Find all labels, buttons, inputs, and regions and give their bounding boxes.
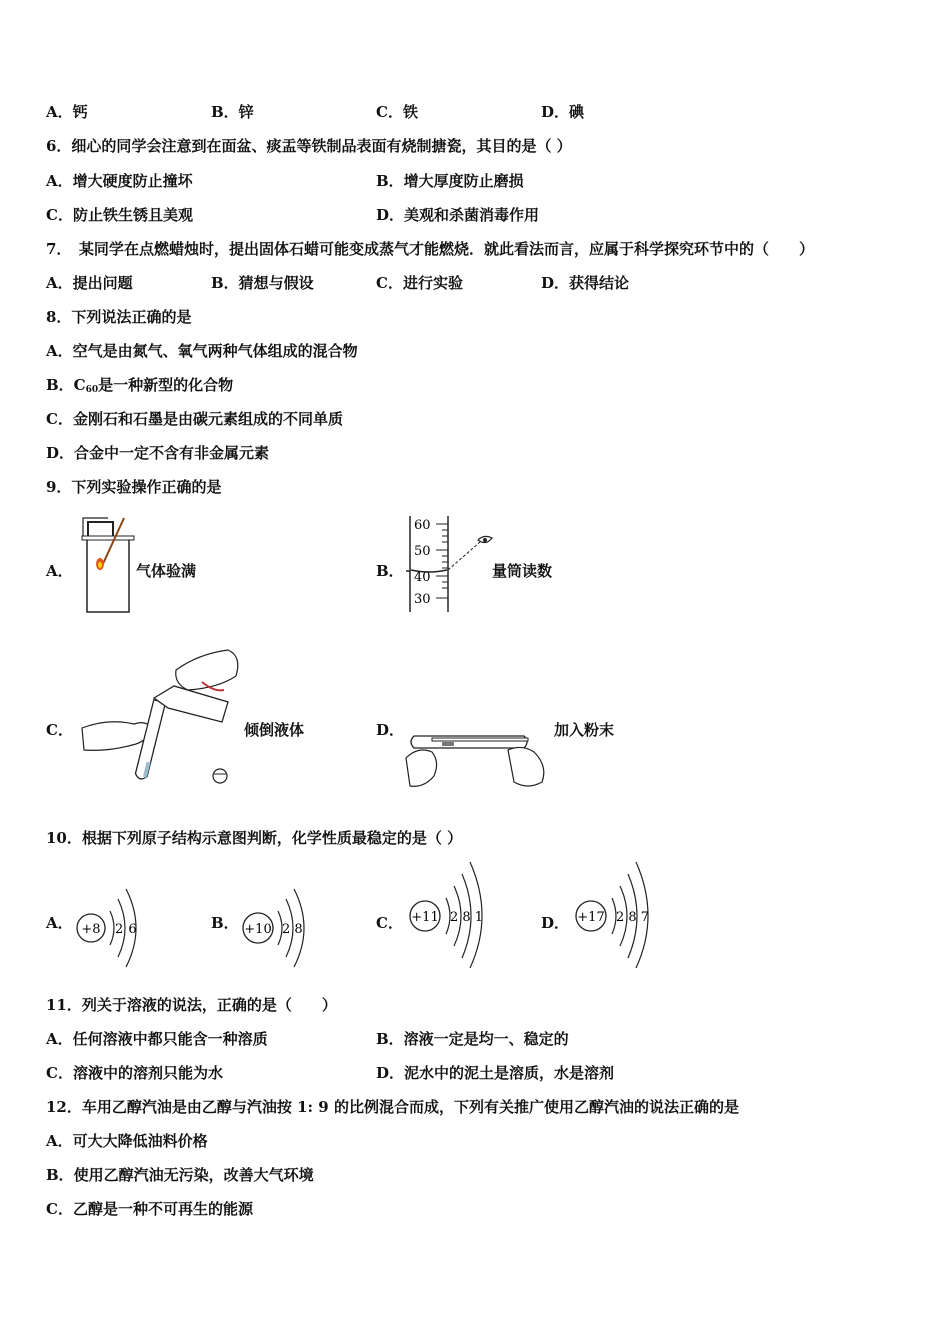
q8-option-d: D．合金中一定不含有非金属元素 [46,444,270,462]
pouring-liquid-figure [78,640,246,790]
graduated-cylinder-figure [402,512,498,614]
q10-option-c-letter: C． [376,914,403,932]
q5-option-b: B．锌 [211,103,254,121]
q9-option-b-letter: B． [376,562,404,580]
q8-option-b-prefix: B．C [46,376,86,394]
q12-stem: 12．车用乙醇汽油是由乙醇与汽油按 1: 9 的比例混合而成，下列有关推广使用乙醇汽油的说法正确的是 [46,1098,739,1116]
q12-option-c: C．乙醇是一种不可再生的能源 [46,1200,253,1218]
atom-diagram-c [404,860,496,970]
q7-option-a: A．提出问题 [46,274,133,292]
q7-option-c: C．进行实验 [376,274,463,292]
cylinder-tick-50: 50 [414,544,431,559]
atom-diagram-b [240,885,320,971]
q8-stem: 8．下列说法正确的是 [46,308,192,326]
q8-option-b [46,375,233,400]
q7-stem: 7． 某同学在点燃蜡烛时，提出固体石蜡可能变成蒸气才能燃烧．就此看法而言，应属于科学探究环节中的（ ） [46,240,814,258]
cylinder-tick-60: 60 [414,518,431,533]
atom-b-shells: 2 8 [282,922,303,937]
q7-option-b: B．猜想与假设 [211,274,314,292]
q6-option-d: D．美观和杀菌消毒作用 [376,206,540,224]
q12-option-b: B．使用乙醇汽油无污染，改善大气环境 [46,1166,314,1184]
gas-bottle-figure [72,512,142,614]
atom-d-shells: 2 8 7 [616,910,650,925]
q8-option-c: C．金刚石和石墨是由碳元素组成的不同单质 [46,410,343,428]
q9-stem: 9．下列实验操作正确的是 [46,478,222,496]
q5-option-d: D．碘 [541,103,585,121]
q6-option-c: C．防止铁生锈且美观 [46,206,193,224]
atom-c-shells: 2 8 1 [450,910,484,925]
atom-c-nucleus: +11 [411,910,439,925]
q9-option-c-label: 倾倒液体 [244,721,305,739]
q7-option-d: D．获得结论 [541,274,630,292]
q6-stem: 6．细心的同学会注意到在面盆、痰盂等铁制品表面有烧制搪瓷，其目的是（ ） [46,137,572,155]
q10-stem: 10．根据下列原子结构示意图判断，化学性质最稳定的是（ ） [46,829,463,847]
q5-option-c: C．铁 [376,103,418,121]
q6-option-b: B．增大厚度防止磨损 [376,172,524,190]
q8-option-b-text: 是一种新型的化合物 [98,376,234,394]
q11-option-d: D．泥水中的泥土是溶质，水是溶剂 [376,1064,615,1082]
atom-a-nucleus: +8 [81,922,101,937]
q11-option-a: A．任何溶液中都只能含一种溶质 [46,1030,268,1048]
q9-option-a-label: 气体验满 [136,562,197,580]
q12-option-a: A．可大大降低油料价格 [46,1132,208,1150]
q9-option-a-letter: A． [46,562,73,580]
q11-option-c: C．溶液中的溶剂只能为水 [46,1064,223,1082]
q10-option-a-letter: A． [46,914,73,932]
q10-option-b-letter: B． [211,914,239,932]
q9-option-d-letter: D． [376,721,405,739]
atom-d-nucleus: +17 [577,910,605,925]
atom-a-shells: 2 6 [115,922,137,937]
q9-option-c-letter: C． [46,721,73,739]
atom-diagram-d [570,860,662,970]
atom-diagram-a [74,885,154,971]
q6-option-a: A．增大硬度防止撞坏 [46,172,193,190]
q10-option-d-letter: D． [541,914,570,932]
q8-option-b-subscript: 60 [85,385,99,395]
q8-option-a: A．空气是由氮气、氧气两种气体组成的混合物 [46,342,358,360]
q11-stem: 11．列关于溶液的说法，正确的是（ ） [46,996,337,1014]
q9-option-d-label: 加入粉末 [554,721,615,739]
adding-powder-figure [404,712,552,794]
q5-option-a: A．钙 [46,103,88,121]
atom-b-nucleus: +10 [244,922,272,937]
q11-option-b: B．溶液一定是均一、稳定的 [376,1030,569,1048]
cylinder-tick-30: 30 [414,592,431,607]
cylinder-tick-40: 40 [414,570,431,585]
q9-option-b-label: 量筒读数 [492,562,553,580]
